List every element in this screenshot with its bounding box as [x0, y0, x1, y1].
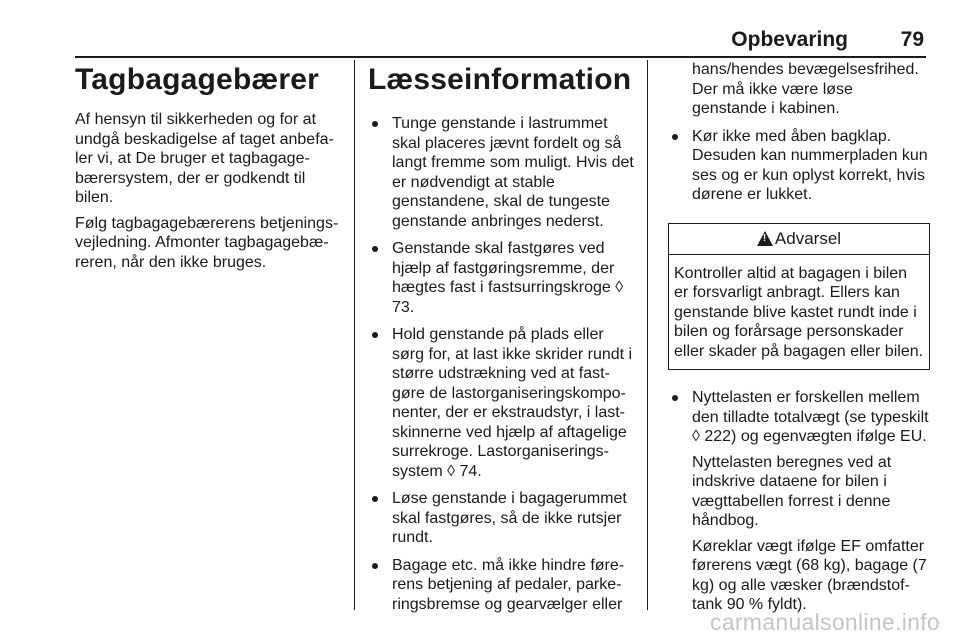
paragraph: Følg tagbagagebærerens betjeningsvejledning. Afmonter tagbagagebæreren, når den ikke bruges. [75, 214, 339, 271]
column-1 [75, 60, 345, 272]
paragraph: Af hensyn til sikkerheden og for at undgå beskadigelse af taget anbefaler vi, at De bruger et tagbagagebærersystem, der er godkendt til bilen. [75, 111, 334, 206]
column-divider-1 [354, 60, 355, 610]
list-item: Bagage etc. må ikke hindre førerens betjening af pedaler, parkeringsbremse og gearvælger eller [368, 556, 634, 615]
list-item: Tunge genstande i lastrummet skal placeres jævnt fordelt og så langt fremme som muligt. Hvis det er nødvendigt at stable genstandene, skal de tungeste genstande anbringes nederst. [368, 114, 634, 231]
list-item: Kør ikke med åben bagklap. Desuden kan nummerpladen kun ses og er kun oplyst korrekt, hvis dørene er lukket. [668, 127, 930, 205]
bullet-list [668, 388, 930, 615]
list-item: Hold genstande på plads eller sørg for, at last ikke skrider rundt i større udstrækning ved at fastgøre de lastorganiseringskomponenter, der er ekstraudstyr, i lastskinnerne ved hjælp af aftagelige surrekroge. Lastorganiseringssystem ◊ 74. [368, 325, 634, 481]
list-item: Løse genstande i bagagerummet skal fastgøres, så de ikke rutsjer rundt. [368, 489, 634, 548]
list-item: Genstande skal fastgøres ved hjælp af fastgøringsremme, der hægtes fast i fastsurringskroge ◊ 73. [368, 239, 634, 317]
warning-title: Advarsel [774, 228, 842, 248]
watermark: carmanualsonline.info [709, 609, 940, 635]
section-title: Opbevaring [731, 28, 848, 51]
heading-laesseinformation: Læsseinformation [368, 63, 632, 96]
bullet-list [668, 127, 930, 205]
bullet-icon [372, 332, 378, 338]
list-item: Nyttelasten er forskellen mellem den tilladte totalvægt (se typeskilt ◊ 222) og egenvægten ifølge EU. Nyttelasten beregnes ved at indskrive dataene for bilen i vægttabellen forrest i denne håndbog. Køreklar vægt ifølge EF omfatter førerens vægt (68 kg), bagage (7 kg) og alle væsker (brændstoftank 90 % fyldt). [668, 388, 930, 615]
column-2 [368, 60, 634, 614]
continued-text: hans/hendes bevægelsesfrihed. Der må ikke være løse genstande i kabinen. [692, 61, 919, 117]
sub-paragraph: Nyttelasten beregnes ved at indskrive dataene for bilen i vægttabellen forrest i denne håndbog. [692, 453, 892, 529]
bullet-list [368, 114, 634, 614]
bullet-icon [372, 496, 378, 502]
page-header [75, 26, 926, 56]
header-rule [75, 56, 926, 58]
warning-triangle-icon [757, 231, 773, 246]
bullet-icon [672, 134, 678, 140]
warning-box [668, 223, 930, 371]
column-divider-2 [647, 60, 648, 610]
bullet-icon [372, 121, 378, 127]
column-3 [668, 60, 930, 615]
page-number: 79 [900, 28, 924, 51]
warning-header [669, 224, 929, 255]
bullet-icon [672, 395, 678, 401]
heading-tagbagagebaerer: Tagbagagebærer [75, 63, 319, 96]
warning-text: Kontroller altid at bagagen i bilen er forsvarligt anbragt. Ellers kan genstande blive kastet rundt inde i bilen og forårsage personskader eller skader på bagagen eller bilen. [674, 264, 924, 360]
bullet-icon [372, 246, 378, 252]
sub-paragraph: Køreklar vægt ifølge EF omfatter førerens vægt (68 kg), bagage (7 kg) og alle væsker (brændstoftank 90 % fyldt). [692, 537, 927, 613]
bullet-icon [372, 563, 378, 569]
